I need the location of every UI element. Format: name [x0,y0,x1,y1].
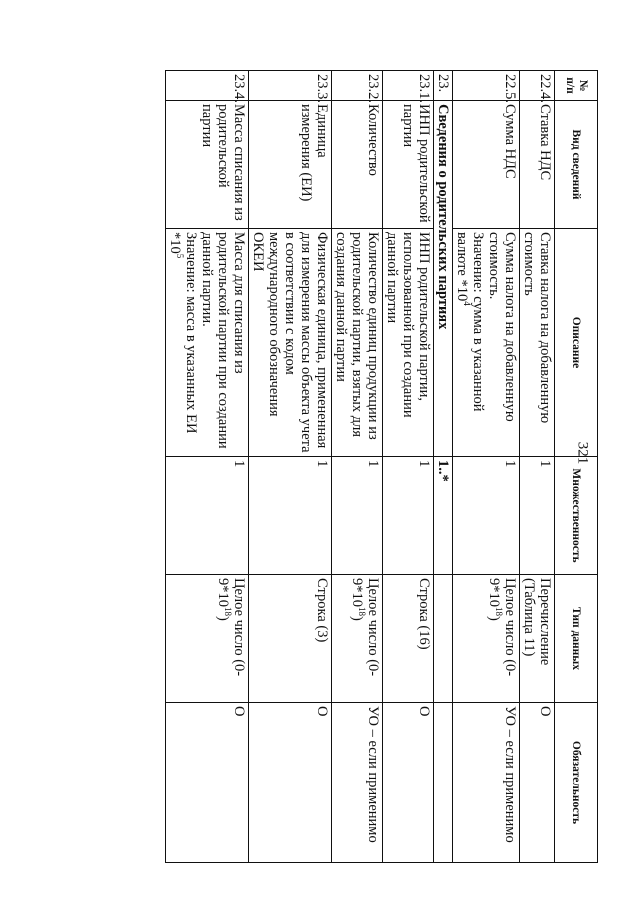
desc-value-exponent: 4 [461,301,472,306]
cell-req: УО – если применимо [453,703,520,863]
type-close: ) [486,616,502,621]
cell-kind: ИНП родительской партии [383,101,434,229]
rotated-table-area [167,70,598,862]
cell-type: Строка (3) [249,575,332,703]
type-exponent: 18 [222,607,233,616]
cell-kind: Количество [332,101,383,229]
type-close: ) [349,616,365,621]
type-main: Целое число (0-9*10 [349,578,381,677]
desc-value: Значение: масса в указанных ЕИ *10 [167,232,199,434]
header-type: Тип данных [555,575,598,703]
cell-type [434,575,453,703]
cell-mult: 1 [383,457,434,575]
cell-num: 22.4. [520,71,555,101]
header-num: № п/п [555,71,598,101]
header-desc: Описание [555,229,598,457]
desc-value: Значение: сумма в указанной валюте *10 [454,232,486,412]
cell-num: 23.3. [249,71,332,101]
header-row [555,71,598,863]
table-row [332,71,383,863]
table-row [520,71,555,863]
cell-mult: 1 [166,457,249,575]
cell-req: О [520,703,555,863]
cell-req [434,703,453,863]
cell-mult: 1 [453,457,520,575]
section-row [434,71,453,863]
cell-mult: 1 [249,457,332,575]
section-title: Сведения о родительских партиях [434,101,453,457]
type-exponent: 18 [493,607,504,616]
data-table [165,70,598,863]
cell-desc: Ставка налога на добавленную стоимость [520,229,555,457]
desc-value-exponent: 5 [174,253,185,259]
table-row [383,71,434,863]
cell-desc: ИНП родительской партии, использованной при создании данной партии [383,229,434,457]
header-req: Обязательность [555,703,598,863]
cell-num: 23.2. [332,71,383,101]
cell-type [166,575,249,703]
cell-num: 23.1. [383,71,434,101]
header-mult: Множественность [555,457,598,575]
cell-mult: 1 [332,457,383,575]
cell-type [332,575,383,703]
cell-desc: Физическая единица, примененная для измерения массы объекта учета в соответствии с кодом международного обозначения ОКЕИ [249,229,332,457]
cell-num: 23. [434,71,453,101]
type-close: ) [215,616,231,621]
cell-req: УО – если применимо [332,703,383,863]
cell-kind: Масса списания из родительской партии [166,101,249,229]
table-row [249,71,332,863]
cell-mult: 1..* [434,457,453,575]
desc-main: Сумма налога на добавленную стоимость. [486,232,518,422]
cell-req: О [249,703,332,863]
table-row [453,71,520,863]
page-number: 321 [574,441,591,465]
cell-kind: Единица измерения (ЕИ) [249,101,332,229]
cell-type: Перечисление (Таблица 11) [520,575,555,703]
cell-num: 22.5. [453,71,520,101]
cell-mult: 1 [520,457,555,575]
type-main: Целое число (0-9*10 [486,578,518,677]
cell-desc [453,229,520,457]
type-main: Целое число (0-9*10 [215,578,247,677]
type-exponent: 18 [356,607,367,616]
cell-req: О [166,703,249,863]
cell-desc [166,229,249,457]
cell-kind: Ставка НДС [520,101,555,229]
cell-type [453,575,520,703]
header-kind: Вид сведений [555,101,598,229]
cell-num: 23.4. [166,71,249,101]
table-row [166,71,249,863]
cell-kind: Сумма НДС [453,101,520,229]
cell-req: О [383,703,434,863]
desc-main: Масса для списания из родительской партии при создании данной партии. [199,232,247,449]
cell-type: Строка (16) [383,575,434,703]
cell-desc: Количество единиц продукции из родительской партии, взятых для создания данной партии [332,229,383,457]
